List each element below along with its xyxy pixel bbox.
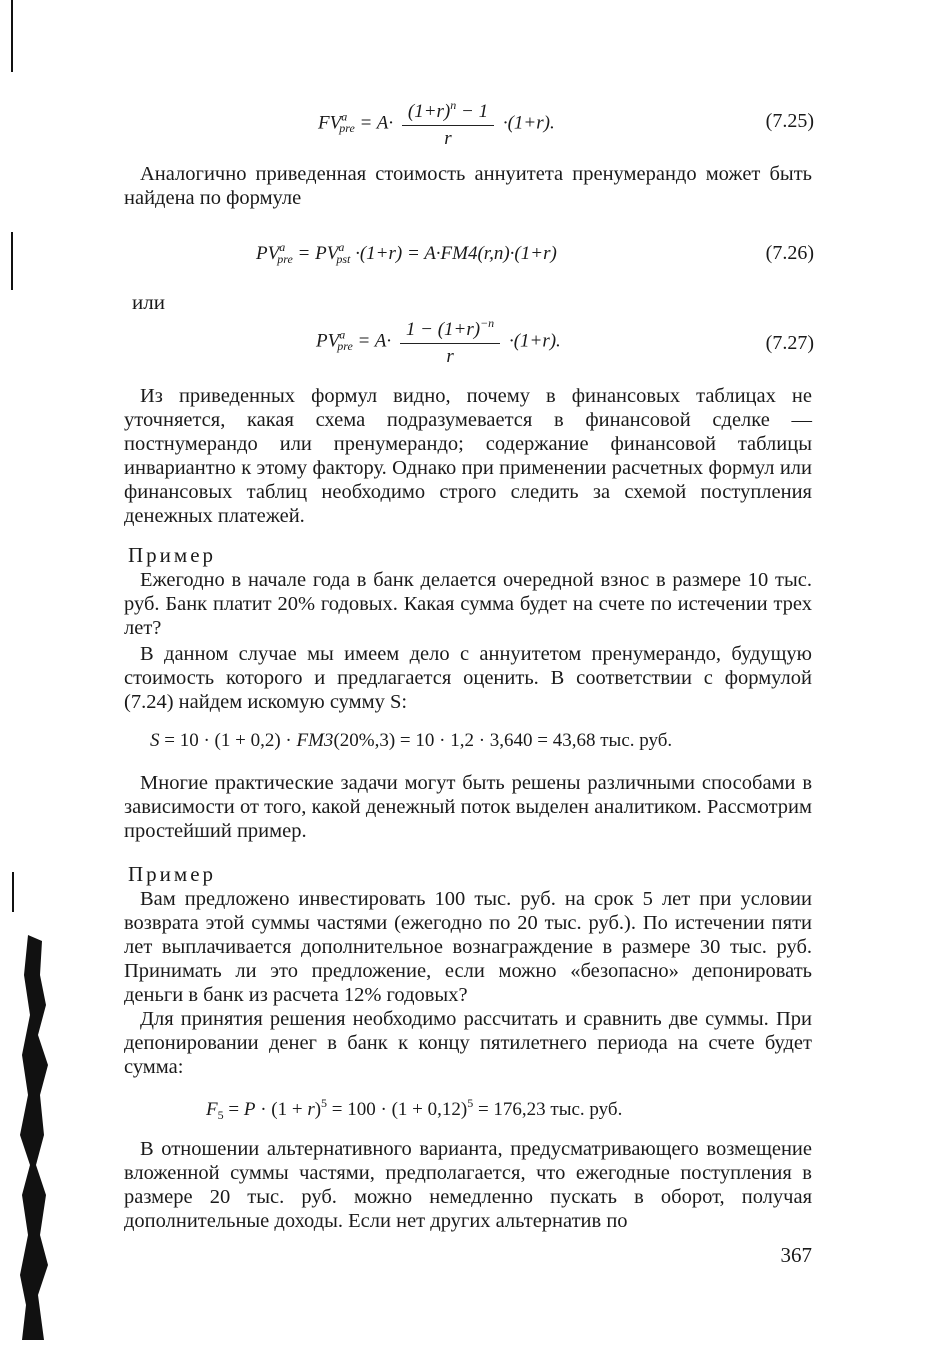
paragraph: В данном случае мы имеем дело с аннуитетом пренумерандо, будущую стоимость которого и предлагается оценить. В соответствии с формулой (7.24) найдем искомую сумму S: (124, 643, 812, 713)
paragraph: В отношении альтернативного варианта, предусматривающего возмещение вложенной суммы частями, предполагается, что ежегодные поступления в размере 20 тыс. руб. можно немедленно пускать в оборот, получая дополнительные доходы. Если нет других альтернатив по (124, 1138, 812, 1232)
fraction: $\frac{1 - (1+r)^{-n}}{r}$ (400, 316, 500, 368)
section-heading-example: Пример (128, 862, 217, 886)
fraction: $\frac{(1+r)^n - 1}{r}$ (402, 98, 494, 150)
equation-number: (7.25) (765, 110, 814, 132)
paragraph: Аналогично приведенная стоимость аннуитета пренумерандо может быть найдена по формуле (124, 163, 812, 209)
formula: $PV^a_{pre} = PV^a_{pst} \cdot(1+r) = A\cdot FM4(r,n)\cdot(1+r)$ (256, 240, 557, 266)
conjunction-or: или (132, 290, 165, 314)
equation-7-25 (0, 92, 932, 148)
formula: $FV^a_{pre} = A\cdot$ $\frac{(1+r)^n - 1}{r}$ ·(1+r). (318, 98, 555, 149)
scan-margin-line (11, 0, 13, 72)
calculation-s: S = 10 · (1 + 0,2) · FM3(20%,3) = 10 · 1,2 · 3,640 = 43,68 тыс. руб. (150, 730, 673, 751)
equation-7-26 (0, 230, 932, 286)
paragraph: Для принятия решения необходимо рассчитать и сравнить две суммы. При депонировании денег в банк к концу пятилетнего периода на счете будет сумма: (124, 1008, 812, 1078)
paragraph: Ежегодно в начале года в банк делается очередной взнос в размере 10 тыс. руб. Банк платит 20% годовых. Какая сумма будет на счете по истечении трех лет? (124, 569, 812, 639)
formula: $PV^a_{pre} = A\cdot$ $\frac{1 - (1+r)^{-n}}{r}$ ·(1+r). (316, 316, 561, 367)
equation-number: (7.27) (765, 332, 814, 354)
paragraph: Вам предложено инвестировать 100 тыс. руб. на срок 5 лет при условии возврата этой суммы частями (ежегодно по 20 тыс. руб.). По истечении пяти лет выплачивается дополнительное вознаграждение в размере 30 тыс. руб. Принимать ли это предложение, если можно «безопасно» депонировать деньги в банк из расчета 12% годовых? (124, 888, 812, 1006)
paragraph: Из приведенных формул видно, почему в финансовых таблицах не уточняется, какая схема подразумевается в финансовой сделке — постнумерандо или пренумерандо; содержание финансовой таблицы инвариантно к этому фактору. Однако при применении расчетных формул или финансовых таблиц необходимо строго следить за схемой поступления денежных платежей. (124, 385, 812, 527)
calculation-f5: $F_5 = P \cdot (1 + r)^5 = 100 \cdot (1 + 0,12)^5 = 176,23$ тыс. руб. (206, 1096, 623, 1122)
page-number: 367 (780, 1243, 812, 1267)
section-heading-example: Пример (128, 543, 217, 567)
book-binding-shadow (18, 935, 52, 1340)
scan-margin-line (12, 872, 14, 912)
paragraph: Многие практические задачи могут быть решены различными способами в зависимости от того, какой денежный поток выделен аналитиком. Рассмотрим простейший пример. (124, 772, 812, 842)
equation-number: (7.26) (765, 242, 814, 264)
equation-7-27 (0, 312, 932, 368)
